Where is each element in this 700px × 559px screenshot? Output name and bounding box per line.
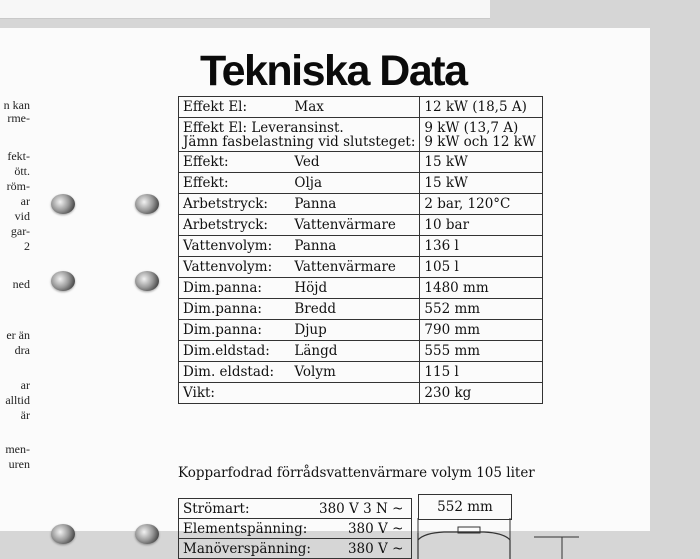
spec-item: Panna: [292, 236, 420, 257]
spec-label: Vattenvolym:: [179, 236, 293, 257]
left-fragment: ar: [20, 194, 30, 208]
left-fragment: vid: [14, 209, 30, 223]
table-row: [179, 173, 543, 194]
spec-value: 15 kW: [420, 173, 543, 194]
spec-value: 10 bar: [420, 215, 543, 236]
table-row: [179, 362, 543, 383]
spec-label: Dim.panna:: [179, 299, 293, 320]
spec-label-group: [179, 118, 420, 152]
spec-value-group: [420, 118, 543, 152]
spec-label: Effekt El:: [179, 97, 293, 118]
binder-hole: [135, 271, 159, 291]
table-row: [179, 519, 412, 539]
table-row: [179, 236, 543, 257]
spec-label: Effekt El: Leveransinst.: [183, 119, 344, 136]
spec-value: 1480 mm: [420, 278, 543, 299]
spec-value: 9 kW och 12 kW: [424, 133, 536, 150]
electrical-data-table: [178, 498, 412, 559]
spec-item: Längd: [292, 341, 420, 362]
page-title: Tekniska Data: [200, 47, 467, 95]
table-row: [179, 152, 543, 173]
previous-page-edge: [0, 0, 490, 19]
spec-label: Dim.panna:: [179, 320, 293, 341]
spec-value: 230 kg: [420, 383, 543, 404]
left-fragment: ött.: [14, 164, 30, 178]
spec-item: Vattenvärmare: [292, 215, 420, 236]
spec-item: Bredd: [292, 299, 420, 320]
spec-value: 136 l: [420, 236, 543, 257]
spec-value: 790 mm: [420, 320, 543, 341]
spec-value: 2 bar, 120°C: [420, 194, 543, 215]
spec-label: Dim.eldstad:: [179, 341, 293, 362]
spec-value: 115 l: [420, 362, 543, 383]
binder-hole: [135, 194, 159, 214]
spec-label: Effekt:: [179, 152, 293, 173]
left-fragment: men-: [5, 442, 30, 456]
spec-value: 15 kW: [420, 152, 543, 173]
binder-hole: [135, 524, 159, 544]
spec-value: 9 kW (13,7 A): [424, 119, 519, 136]
table-row: [179, 194, 543, 215]
electrical-label: Elementspänning:: [179, 519, 315, 539]
left-fragment: gar-: [10, 224, 30, 238]
spec-item: Djup: [292, 320, 420, 341]
binder-hole: [51, 194, 75, 214]
spec-value: 12 kW (18,5 A): [420, 97, 543, 118]
table-row: [179, 539, 412, 559]
spec-label: Dim.panna:: [179, 278, 293, 299]
left-fragment: är: [20, 408, 30, 422]
left-fragment: 2: [24, 239, 30, 253]
spec-item: Olja: [292, 173, 420, 194]
electrical-label: Strömart:: [179, 499, 315, 519]
left-fragment: ned: [12, 277, 30, 291]
spec-item: Max: [292, 97, 420, 118]
left-fragment: er än: [6, 328, 30, 342]
spec-value: 555 mm: [420, 341, 543, 362]
left-fragment: dra: [14, 343, 30, 357]
spec-label: Arbetstryck:: [179, 215, 293, 236]
electrical-value: 380 V ~: [315, 539, 412, 559]
table-row: [179, 278, 543, 299]
water-heater-note: Kopparfodrad förrådsvattenvärmare volym 105 liter: [178, 465, 535, 481]
spec-label: Effekt:: [179, 173, 293, 194]
left-fragment: ar: [20, 378, 30, 392]
spec-item: Höjd: [292, 278, 420, 299]
technical-data-table: [178, 96, 543, 404]
spec-label: Jämn fasbelastning vid slutsteget:: [183, 133, 416, 150]
document-page: [0, 28, 650, 557]
left-fragment: rme-: [7, 111, 30, 125]
left-fragment: n kan: [3, 98, 30, 112]
spec-item: Ved: [292, 152, 420, 173]
table-row: [179, 320, 543, 341]
spec-item: Panna: [292, 194, 420, 215]
spec-item: Volym: [292, 362, 420, 383]
table-row: [179, 383, 543, 404]
electrical-value: 380 V 3 N ~: [315, 499, 412, 519]
table-row: [179, 299, 543, 320]
electrical-label: Manöverspänning:: [179, 539, 315, 559]
spec-label: Vattenvolym:: [179, 257, 293, 278]
spec-label: Dim. eldstad:: [179, 362, 293, 383]
table-row: [179, 97, 543, 118]
table-row: [179, 341, 543, 362]
spec-label: Arbetstryck:: [179, 194, 293, 215]
spec-value: 105 l: [420, 257, 543, 278]
left-fragment: uren: [8, 457, 30, 471]
binder-hole: [51, 524, 75, 544]
left-fragment: röm-: [6, 179, 30, 193]
electrical-value: 380 V ~: [315, 519, 412, 539]
width-dimension-label: 552 mm: [418, 494, 512, 520]
table-row: [179, 257, 543, 278]
boiler-drawing: [404, 518, 584, 559]
table-row: [179, 499, 412, 519]
left-fragment: alltid: [5, 393, 30, 407]
spec-item: Vattenvärmare: [292, 257, 420, 278]
spec-value: 552 mm: [420, 299, 543, 320]
spec-item: [292, 383, 420, 404]
left-fragment: fekt-: [7, 149, 30, 163]
table-row: [179, 215, 543, 236]
table-row: [179, 118, 543, 152]
spec-label: Vikt:: [179, 383, 293, 404]
binder-hole: [51, 271, 75, 291]
